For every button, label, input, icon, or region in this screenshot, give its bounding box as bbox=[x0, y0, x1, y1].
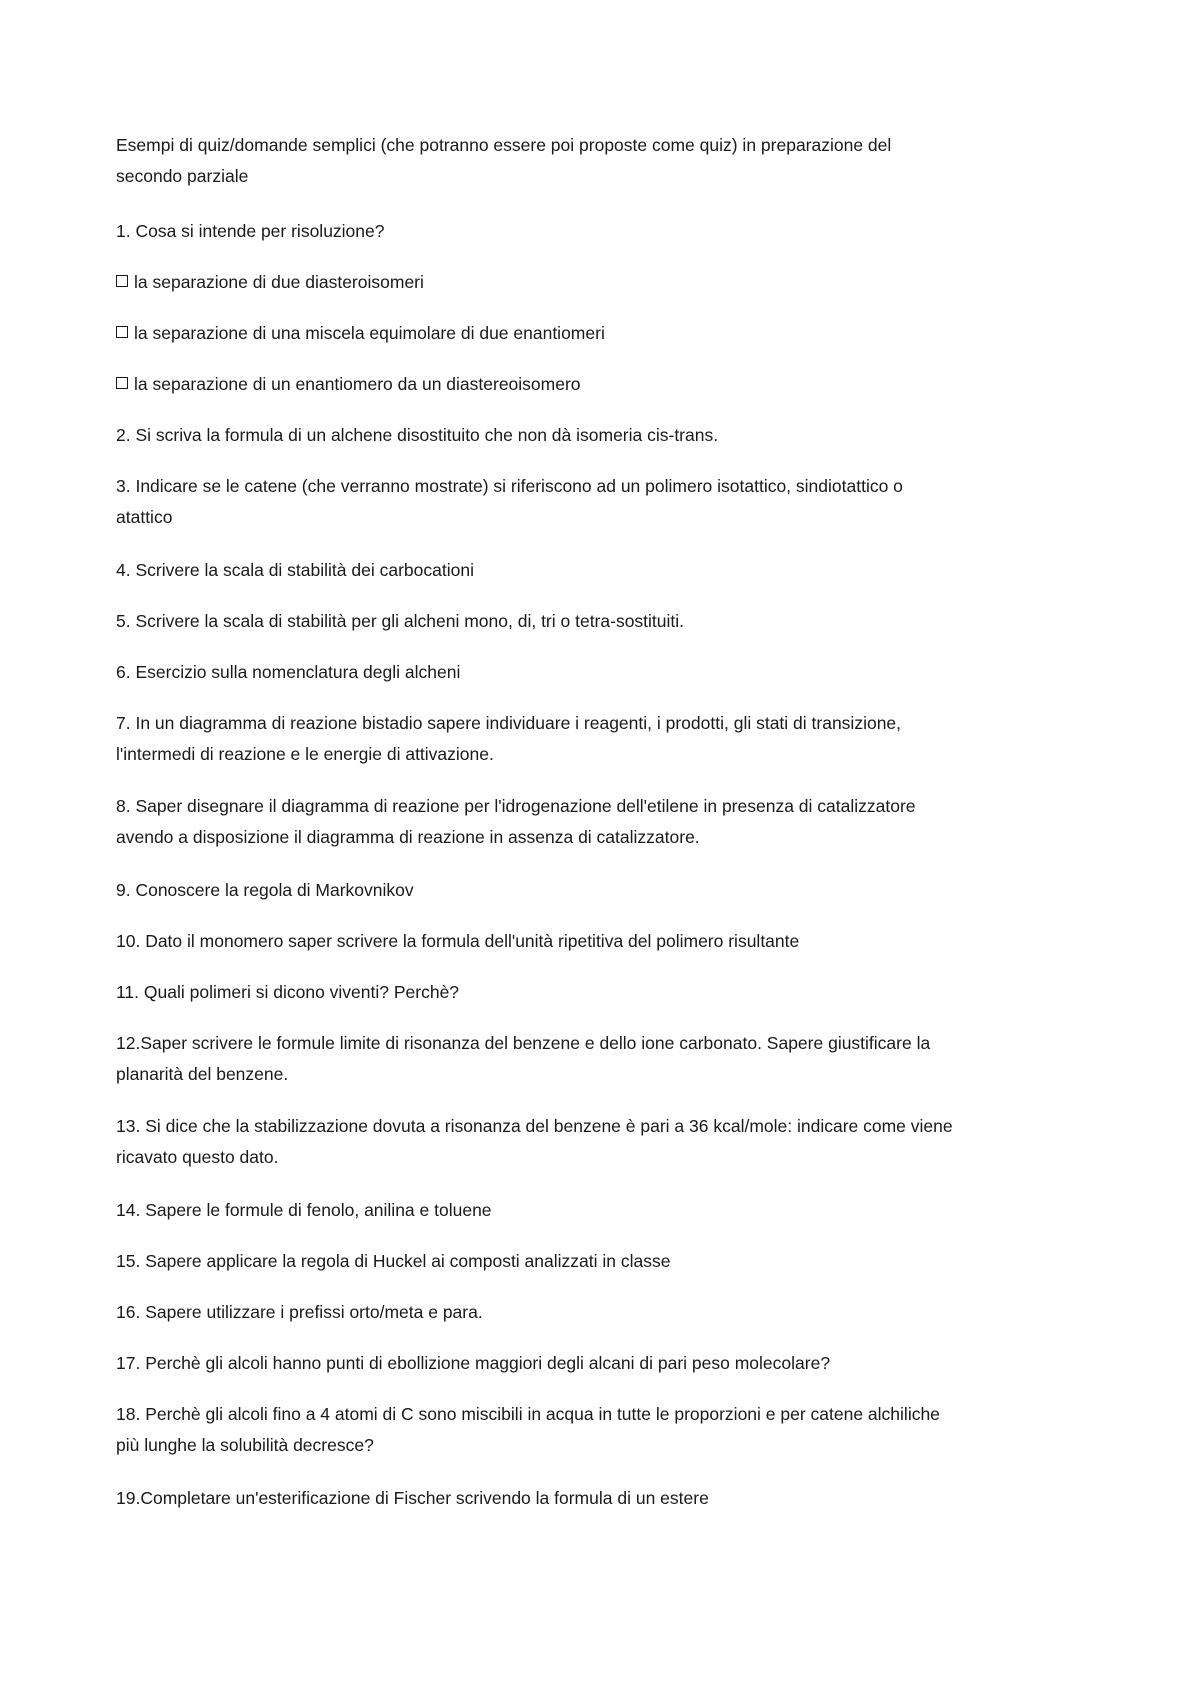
question-11-text: 11. Quali polimeri si dicono viventi? Perchè? bbox=[116, 982, 460, 1002]
checkbox-icon bbox=[116, 377, 128, 389]
question-2 bbox=[116, 420, 1096, 451]
checkbox-icon bbox=[116, 275, 128, 287]
question-2-text: 2. Si scriva la formula di un alchene disostituito che non dà isomeria cis-trans. bbox=[116, 425, 719, 445]
question-8-line-1: 8. Saper disegnare il diagramma di reazione per l'idrogenazione dell'etilene in presenza di catalizzatore bbox=[116, 796, 916, 816]
question-17 bbox=[116, 1348, 1096, 1379]
question-15 bbox=[116, 1246, 1096, 1277]
question-13-line-2: ricavato questo dato. bbox=[116, 1147, 279, 1167]
question-5-text: 5. Scrivere la scala di stabilità per gli alcheni mono, di, tri o tetra-sostituiti. bbox=[116, 611, 685, 631]
question-9 bbox=[116, 875, 1096, 906]
question-7-line-1: 7. In un diagramma di reazione bistadio sapere individuare i reagenti, i prodotti, gli stati di transizione, bbox=[116, 713, 902, 733]
intro-line-2: secondo parziale bbox=[116, 166, 249, 186]
question-19 bbox=[116, 1483, 1096, 1514]
question-3 bbox=[116, 471, 1096, 533]
question-3-line-1: 3. Indicare se le catene (che verranno mostrate) si riferiscono ad un polimero isotattico, sindiotattico o bbox=[116, 476, 903, 496]
question-3-line-2: atattico bbox=[116, 507, 173, 527]
question-1-option-1 bbox=[116, 267, 1096, 298]
question-1 bbox=[116, 216, 1096, 247]
question-10-text: 10. Dato il monomero saper scrivere la formula dell'unità ripetitiva del polimero risultante bbox=[116, 931, 800, 951]
question-18-line-2: più lunghe la solubilità decresce? bbox=[116, 1435, 374, 1455]
question-16-text: 16. Sapere utilizzare i prefissi orto/meta e para. bbox=[116, 1302, 483, 1322]
question-18 bbox=[116, 1399, 1096, 1461]
question-10 bbox=[116, 926, 1096, 957]
question-5 bbox=[116, 606, 1096, 637]
question-9-text: 9. Conoscere la regola di Markovnikov bbox=[116, 880, 414, 900]
intro-paragraph bbox=[116, 130, 1096, 192]
option-text: la separazione di un enantiomero da un diastereoisomero bbox=[134, 374, 581, 394]
question-1-option-3 bbox=[116, 369, 1096, 400]
question-6-text: 6. Esercizio sulla nomenclatura degli alcheni bbox=[116, 662, 461, 682]
question-12-line-2: planarità del benzene. bbox=[116, 1064, 289, 1084]
question-7 bbox=[116, 708, 1096, 770]
question-6 bbox=[116, 657, 1096, 688]
question-11 bbox=[116, 977, 1096, 1008]
option-text: la separazione di due diasteroisomeri bbox=[134, 272, 424, 292]
question-17-text: 17. Perchè gli alcoli hanno punti di ebollizione maggiori degli alcani di pari peso molecolare? bbox=[116, 1353, 831, 1373]
question-1-text: 1. Cosa si intende per risoluzione? bbox=[116, 221, 385, 241]
question-14-text: 14. Sapere le formule di fenolo, anilina e toluene bbox=[116, 1200, 492, 1220]
question-16 bbox=[116, 1297, 1096, 1328]
question-4-text: 4. Scrivere la scala di stabilità dei carbocationi bbox=[116, 560, 474, 580]
question-13 bbox=[116, 1111, 1096, 1173]
question-18-line-1: 18. Perchè gli alcoli fino a 4 atomi di C sono miscibili in acqua in tutte le proporzioni e per catene alchiliche bbox=[116, 1404, 940, 1424]
option-text: la separazione di una miscela equimolare di due enantiomeri bbox=[134, 323, 605, 343]
question-12 bbox=[116, 1028, 1096, 1090]
question-13-line-1: 13. Si dice che la stabilizzazione dovuta a risonanza del benzene è pari a 36 kcal/mole: indicare come viene bbox=[116, 1116, 953, 1136]
question-12-line-1: 12.Saper scrivere le formule limite di risonanza del benzene e dello ione carbonato. Sapere giustificare la bbox=[116, 1033, 931, 1053]
checkbox-icon bbox=[116, 326, 128, 338]
question-8-line-2: avendo a disposizione il diagramma di reazione in assenza di catalizzatore. bbox=[116, 827, 700, 847]
question-14 bbox=[116, 1195, 1096, 1226]
intro-line-1: Esempi di quiz/domande semplici (che potranno essere poi proposte come quiz) in preparazione del bbox=[116, 135, 892, 155]
question-8 bbox=[116, 791, 1096, 853]
question-4 bbox=[116, 555, 1096, 586]
question-15-text: 15. Sapere applicare la regola di Huckel ai composti analizzati in classe bbox=[116, 1251, 671, 1271]
question-19-text: 19.Completare un'esterificazione di Fischer scrivendo la formula di un estere bbox=[116, 1488, 709, 1508]
question-1-option-2 bbox=[116, 318, 1096, 349]
question-7-line-2: l'intermedi di reazione e le energie di attivazione. bbox=[116, 744, 494, 764]
